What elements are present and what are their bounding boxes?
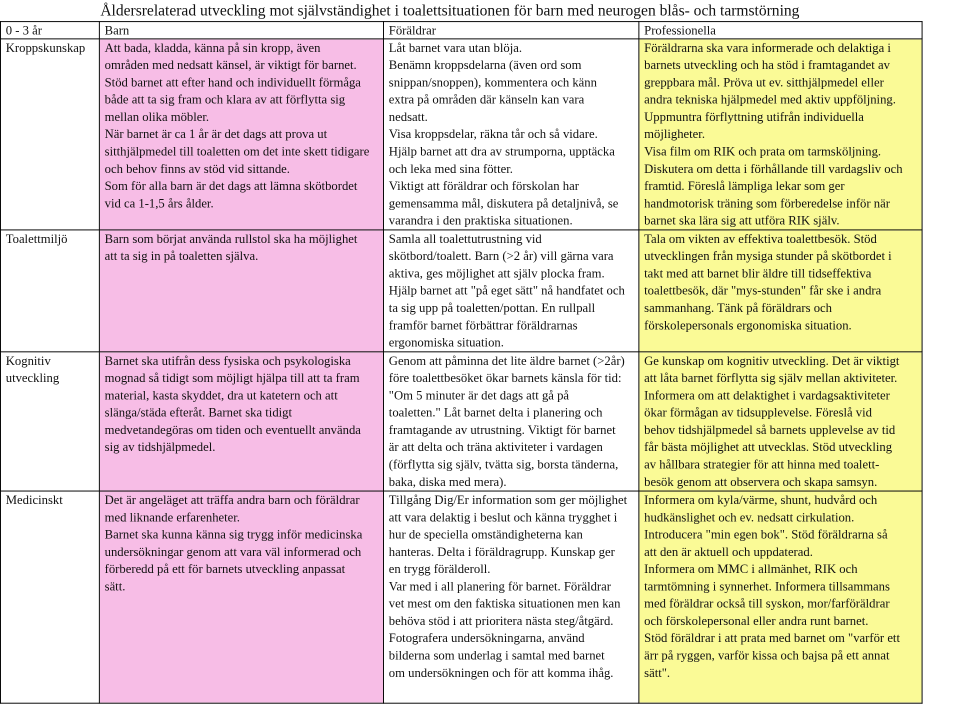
cell-paragraph: Informera om kyla/värme, shunt, hudvård och	[644, 492, 878, 507]
kroppskunskap-professionella-cell	[639, 39, 922, 230]
cell-paragraph: förskolepersonals ergonomiska situation.	[644, 317, 852, 333]
cell-paragraph: snippan/snoppen), kommentera och känn	[388, 74, 597, 90]
cell-paragraph: Det är angeläget att träffa andra barn och föräldrar	[104, 492, 360, 507]
cell-paragraph: ärr på ryggen, varför kissa och bajsa på ett annat	[644, 648, 890, 663]
cell-paragraph: mellan olika möbler.	[104, 109, 210, 124]
cell-paragraph: Uppmuntra förflyttning utifrån individuella	[644, 109, 864, 124]
cell-paragraph: av hållbara strategier för att hinna med toalett-	[644, 456, 880, 472]
cell-paragraph: Hjälp barnet att "på eget sätt" nå handfatet och	[388, 283, 625, 298]
cell-paragraph: Som för alla barn är det dags att lämna skötbordet	[104, 178, 358, 193]
cell-paragraph: vid ca 1-1,5 års ålder.	[104, 195, 214, 211]
cell-paragraph: Tillgång Dig/Er information som ger möjlighet	[388, 492, 628, 507]
cell-paragraph: handmotorisk träning som förberedelse inför när	[644, 195, 890, 211]
header-row	[0, 22, 922, 39]
kroppskunskap-barn-cell	[99, 39, 383, 230]
cell-paragraph: Att bada, kladda, känna på sin kropp, även	[104, 40, 321, 55]
row-label-line: Toalettmiljö	[5, 231, 68, 246]
row-label-medicinskt	[0, 491, 99, 703]
cell-paragraph: Låt barnet vara utan blöja.	[388, 40, 523, 55]
row-label-line: Kognitiv	[5, 353, 51, 368]
cell-paragraph: Barn som börjat använda rullstol ska ha möjlighet	[104, 231, 358, 246]
cell-paragraph: vet mest om den faktiska situationen men kan	[388, 596, 621, 611]
kroppskunskap-foraldrar-cell	[384, 39, 639, 230]
row-label-line: Medicinskt	[5, 492, 63, 507]
cell-paragraph: andra tekniska hjälpmedel med aktiv uppföljning.	[644, 92, 896, 107]
toalettmiljo-barn-cell	[99, 230, 383, 352]
header-age: 0 - 3 år	[0, 22, 99, 39]
toalettmiljo-professionella-cell	[639, 230, 922, 352]
cell-paragraph: Tala om vikten av effektiva toalettbesök. Stöd	[644, 231, 877, 246]
cell-paragraph: "Om 5 minuter är det dags att gå på	[388, 387, 570, 403]
row-label-kognitiv-utveckling	[0, 352, 99, 491]
cell-paragraph: Hjälp barnet att dra av strumporna, upptäcka	[388, 144, 615, 159]
header-professionella: Professionella	[639, 22, 922, 39]
row-label-kroppskunskap	[0, 39, 99, 230]
cell-paragraph: gemensamma mål, diskutera på detaljnivå, se	[388, 195, 619, 211]
cell-paragraph: Informera om att delaktighet i vardagsaktiviteter	[644, 387, 890, 403]
cell-paragraph: hudkänslighet och ev. nedsatt cirkulation.	[644, 509, 855, 525]
cell-paragraph: baka, diska med mera).	[388, 474, 507, 489]
kognitiv-utveckling-professionella-cell	[639, 352, 922, 491]
cell-paragraph: Informera om MMC i allmänhet, RIK och	[644, 561, 858, 576]
cell-paragraph: Var med i all planering för barnet. Föräldrar	[388, 578, 611, 594]
cell-paragraph: och behov finns av stöd vid sittande.	[104, 161, 290, 176]
cell-paragraph: en trygg förälderoll.	[388, 561, 491, 576]
cell-paragraph: Benämn kroppsdelarna (även ord som	[388, 57, 582, 72]
cell-paragraph: sig av tidshjälpmedel.	[104, 439, 216, 455]
cell-paragraph: skötbord/toalett. Barn (>2 år) vill gärna vara	[388, 248, 614, 264]
cell-paragraph: framtagande av utrustning. Viktigt för barnet	[388, 422, 616, 437]
cell-paragraph: både att ta sig fram och klara av att förflytta sig	[104, 92, 346, 107]
cell-paragraph: är att delta och träna aktiviteter i vardagen	[388, 439, 603, 455]
cell-paragraph: Viktigt att föräldrar och förskolan har	[388, 178, 579, 193]
cell-paragraph: att ta sig in på toaletten själva.	[104, 248, 259, 264]
cell-paragraph: utvecklingen från mysiga stunder på skötbordet i	[644, 248, 892, 264]
cell-paragraph: Barnet ska kunna känna sig trygg inför medicinska	[104, 527, 363, 542]
cell-paragraph: Diskutera om detta i förhållande till vardagsliv och	[644, 161, 903, 176]
medicinskt-professionella-cell	[639, 491, 922, 703]
cell-paragraph: medvetandegöras om tiden och eventuellt använda	[104, 422, 361, 437]
cell-paragraph: Föräldrarna ska vara informerade och delaktiga i	[644, 40, 891, 55]
cell-paragraph: med föräldrar också till syskon, mor/farföräldrar	[644, 596, 890, 611]
cell-paragraph: material, kasta skyddet, dra ut katetern och att	[104, 387, 338, 403]
cell-paragraph: hur de speciella omständigheterna kan	[388, 527, 583, 542]
cell-paragraph: med liknande erfarenheter.	[104, 509, 240, 525]
cell-paragraph: framför barnet förbättrar föräldrarnas	[388, 317, 578, 333]
cell-paragraph: sammanhang. Tänk på föräldrars och	[644, 300, 833, 315]
cell-paragraph: att låta barnet förflytta sig själv mellan aktiviteter.	[644, 370, 898, 385]
cell-paragraph: förberedd på ett för barnets utveckling anpassat	[104, 561, 346, 576]
cell-paragraph: och förskolepersonal eller andra runt barnet.	[644, 613, 869, 628]
cell-paragraph: behov tidshjälpmedel så barnets upplevelse av tid	[644, 422, 896, 437]
cell-paragraph: möjligheter.	[644, 126, 705, 142]
cell-paragraph: greppbara mål. Pröva ut ev. sitthjälpmedel eller	[644, 74, 884, 90]
cell-paragraph: besök genom att observera och skapa samsyn.	[644, 474, 878, 489]
cell-paragraph: varandra i den praktiska situationen.	[388, 213, 573, 228]
cell-paragraph: ergonomiska situation.	[388, 335, 504, 350]
cell-paragraph: Fotografera undersökningarna, använd	[388, 630, 585, 646]
cell-paragraph: att den är aktuell och uppdaterad.	[644, 544, 813, 559]
cell-paragraph: nedsatt.	[388, 109, 428, 124]
toalettmiljo-foraldrar-cell	[384, 230, 639, 352]
cell-paragraph: extra på områden där känseln kan vara	[388, 92, 585, 107]
cell-paragraph: barnet ska lära sig att utföra RIK själv.	[644, 213, 840, 228]
header-barn: Barn	[99, 22, 383, 39]
row-label-line: Kroppskunskap	[5, 40, 86, 55]
cell-paragraph: bilderna som underlag i samtal med barnet	[388, 648, 605, 663]
table-row	[0, 39, 922, 230]
row-label-line: utveckling	[5, 370, 60, 385]
cell-paragraph: att vara delaktig i beslut och känna trygghet i	[388, 509, 618, 525]
cell-paragraph: sätt.	[104, 578, 126, 594]
cell-paragraph: ta sig upp på toaletten/pottan. En rullpall	[388, 300, 596, 315]
cell-paragraph: behöva stöd i att prioritera nästa steg/åtgärd.	[388, 613, 614, 628]
cell-paragraph: aktiva, ges möjlighet att själv plocka fram.	[388, 265, 605, 281]
cell-paragraph: Stöd föräldrar i att prata med barnet om "varför ett	[644, 630, 900, 646]
cell-paragraph: Ge kunskap om kognitiv utveckling. Det är viktigt	[644, 353, 900, 368]
cell-paragraph: får bästa möjlighet att utvecklas. Stöd utveckling	[644, 439, 893, 455]
table-row	[0, 352, 922, 491]
cell-paragraph: och leka med sina fötter.	[388, 161, 513, 176]
cell-paragraph: framtid. Föreslå lämpliga lekar som ger	[644, 178, 845, 193]
cell-paragraph: tarmtömning i synnerhet. Informera tillsammans	[644, 578, 890, 594]
cell-paragraph: Visa kroppsdelar, räkna tår och så vidare.	[388, 126, 598, 142]
cell-paragraph: Stöd barnet att efter hand och individuellt förmåga	[104, 74, 361, 90]
medicinskt-barn-cell	[99, 491, 383, 703]
cell-paragraph: (förflytta sig själv, tvätta sig, borsta tänderna,	[388, 456, 619, 472]
cell-paragraph: ökar förmågan av tidsupplevelse. Föreslå vid	[644, 405, 872, 420]
cell-paragraph: hanteras. Delta i föräldragrupp. Kunskap ger	[388, 544, 615, 559]
cell-paragraph: om undersökningen och för att komma ihåg.	[388, 665, 614, 680]
table-row	[0, 491, 922, 703]
cell-paragraph: Visa film om RIK och prata om tarmsköljning.	[644, 144, 882, 159]
cell-paragraph: undersökningar genom att vara väl informerad och	[104, 544, 362, 559]
cell-paragraph: toaletten." Låt barnet delta i planering och	[388, 405, 603, 420]
cell-paragraph: Samla all toalettutrustning vid	[388, 231, 542, 246]
table-row	[0, 230, 922, 352]
medicinskt-foraldrar-cell	[384, 491, 639, 703]
cell-paragraph: områden med nedsatt känsel, är viktigt för barnet.	[104, 57, 357, 72]
kognitiv-utveckling-foraldrar-cell	[384, 352, 639, 491]
document-title: Åldersrelaterad utveckling mot självständighet i toalettsituationen för barn med neurogen blås- och tarmstörning	[100, 1, 800, 20]
kognitiv-utveckling-barn-cell	[99, 352, 383, 491]
cell-paragraph: sätt".	[644, 665, 671, 680]
header-foraldrar: Föräldrar	[384, 22, 639, 39]
cell-paragraph: takt med att barnet blir äldre till tidseffektiva	[644, 265, 872, 281]
cell-paragraph: före toalettbesöket ökar barnets känsla för tid:	[388, 370, 622, 385]
cell-paragraph: Barnet ska utifrån dess fysiska och psykologiska	[104, 353, 351, 368]
title-row	[0, 0, 922, 22]
row-label-toalettmiljo	[0, 230, 99, 352]
cell-paragraph: slänga/städa efteråt. Barnet ska tidigt	[104, 405, 293, 420]
cell-paragraph: mognad så tidigt som möjligt hjälpa till att ta fram	[104, 370, 360, 385]
cell-paragraph: Genom att påminna det lite äldre barnet (>2år)	[388, 353, 625, 368]
cell-paragraph: barnets utveckling och ha stöd i framtagandet av	[644, 57, 890, 72]
cell-paragraph: sitthjälpmedel till toaletten om det inte skett tidigare	[104, 144, 370, 159]
cell-paragraph: Introducera "min egen bok". Stöd föräldrarna så	[644, 527, 888, 542]
cell-paragraph: När barnet är ca 1 år är det dags att prova ut	[104, 126, 328, 142]
cell-paragraph: toalettbesök, där "mys-stunden" får ske i andra	[644, 283, 882, 298]
